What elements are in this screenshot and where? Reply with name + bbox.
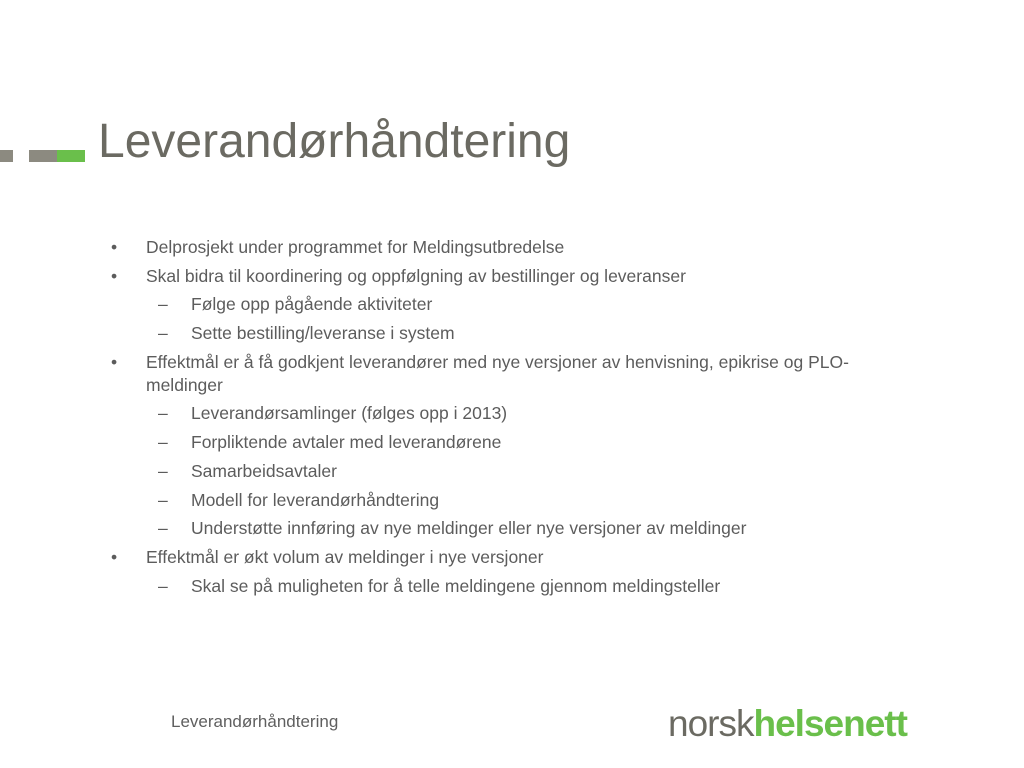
bullet-marker: • [111,265,118,286]
decor-bar-green [57,150,85,162]
sub-bullet-marker: – [158,294,168,315]
sub-bullet-marker: – [158,489,168,510]
sub-bullet-text: Samarbeidsavtaler [191,460,337,481]
bullet-text: Effektmål er å få godkjent leverandører med nye versjoner av henvisning, epikrise og PLO-meldinger [146,351,849,395]
bullet-item [0,236,1024,259]
bullet-item [0,265,1024,288]
sub-bullet-marker: – [158,432,168,453]
sub-bullet-text: Følge opp pågående aktiviteter [191,294,433,315]
logo-bold-text: helsenett [753,703,907,744]
bullet-text: Delprosjekt under programmet for Meldingsutbredelse [146,237,565,257]
sub-bullet-text: Forpliktende avtaler med leverandørene [191,432,502,453]
sub-bullet-marker: – [158,403,168,424]
sub-bullet-marker: – [158,575,168,596]
footer-title: Leverandørhåndtering [171,712,339,731]
sub-bullet-text: Leverandørsamlinger (følges opp i 2013) [191,403,508,424]
decor-bar-small [0,150,13,162]
bullet-marker: • [111,237,118,257]
sub-bullet-item [0,489,1024,512]
sub-bullet-item [0,431,1024,454]
sub-bullet-text: Skal se på muligheten for å telle meldingene gjennom meldingsteller [191,575,721,596]
company-logo [668,700,907,748]
bullet-list [0,236,1024,603]
bullet-text: Effektmål er økt volum av meldinger i nye versjoner [146,546,544,567]
bullet-marker: • [111,351,118,372]
sub-bullet-marker: – [158,518,168,539]
decor-bar-gray [29,150,57,162]
sub-bullet-marker: – [158,323,168,344]
sub-bullet-item [0,517,1024,540]
sub-bullet-item [0,293,1024,316]
bullet-text: Skal bidra til koordinering og oppfølgning av bestillinger og leveranser [146,265,686,286]
bullet-item [0,351,1024,397]
sub-bullet-text: Sette bestilling/leveranse i system [191,323,455,344]
sub-bullet-item [0,460,1024,483]
logo-light-text: norsk [668,703,754,744]
bullet-marker: • [111,546,118,567]
sub-bullet-text: Modell for leverandørhåndtering [191,489,440,510]
sub-bullet-marker: – [158,460,168,481]
bullet-item [0,546,1024,569]
sub-bullet-item [0,575,1024,598]
sub-bullet-item [0,402,1024,425]
slide-title: Leverandørhåndtering [98,115,571,168]
sub-bullet-text: Understøtte innføring av nye meldinger eller nye versjoner av meldinger [191,518,747,539]
sub-bullet-item [0,322,1024,345]
